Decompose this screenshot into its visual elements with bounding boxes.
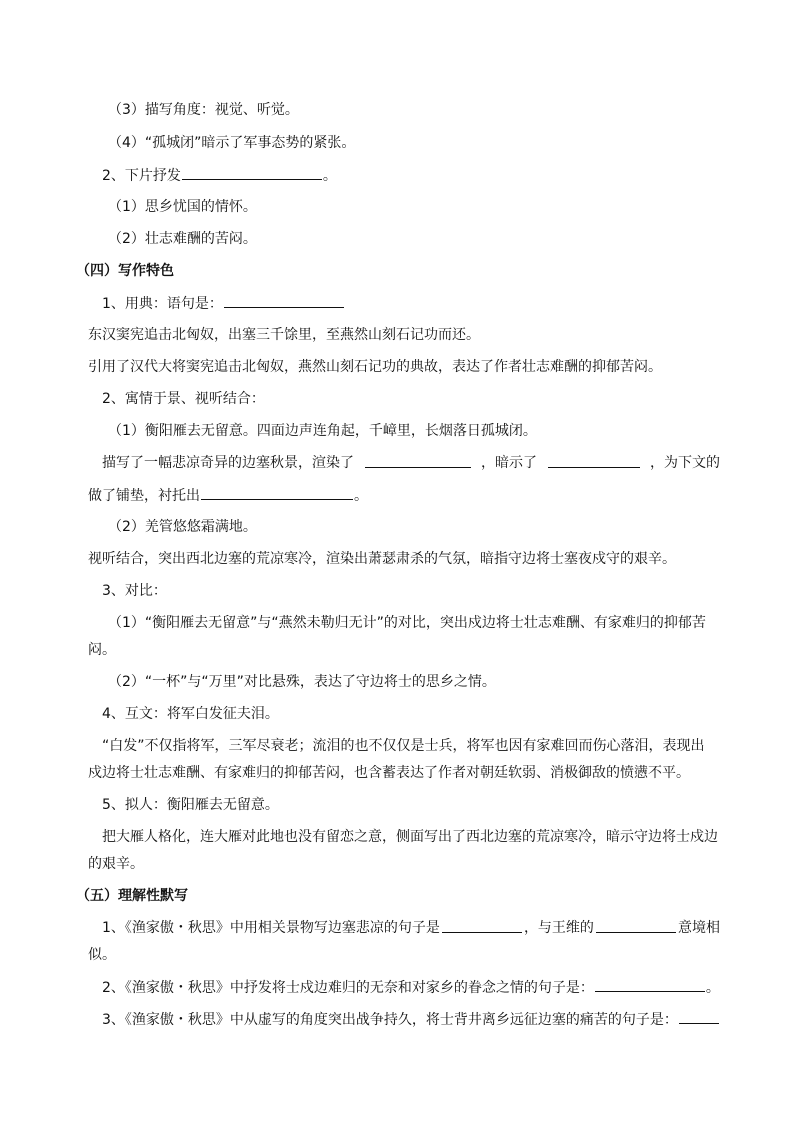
allusion-story: 东汉窦宪追击北匈奴，出塞三千馀里，至燕然山刻石记功而还。 <box>88 327 480 343</box>
blank-field[interactable] <box>365 453 471 468</box>
personification-explanation: 把大雁人格化，连大雁对此地也没有留恋之意，侧面写出了西北边塞的荒凉寒冷，暗示守边将士戍边 <box>102 829 718 845</box>
question-1 <box>102 918 720 938</box>
text-segment: ，暗示了 <box>481 455 537 471</box>
text-segment: ，与王维的 <box>523 920 594 936</box>
punct: 。 <box>354 488 368 504</box>
contrast-1-cont: 闷。 <box>88 642 116 658</box>
blank-field[interactable] <box>224 293 344 308</box>
blank-field[interactable] <box>548 453 640 468</box>
scenery-quote: （1）衡阳雁去无留意。四面边声连角起，千嶂里，长烟落日孤城闭。 <box>108 423 537 439</box>
item-2-second-half <box>102 165 337 186</box>
flute-quote: （2）羌管悠悠霜满地。 <box>108 519 257 535</box>
item-2-scenery: 2、寓情于景、视听结合： <box>102 391 265 407</box>
question-1-cont: 似。 <box>88 947 116 963</box>
question-2 <box>102 977 720 998</box>
contrast-2: （2）“一杯”与“万里”对比悬殊，表达了守边将士的思乡之情。 <box>108 674 496 690</box>
section-5-heading: （五）理解性默写 <box>76 888 188 904</box>
scenery-fill-line-2 <box>88 485 368 506</box>
flute-explanation: 视听结合，突出西北边塞的荒凉寒冷，渲染出萧瑟肃杀的气氛，暗指守边将士塞夜戍守的艰辛。 <box>88 551 676 567</box>
punct: 。 <box>705 980 720 996</box>
blank-field[interactable] <box>679 1009 719 1024</box>
item-1-homesick: （1）思乡忧国的情怀。 <box>108 199 257 215</box>
text-segment: 3、《渔家傲・秋思》中从虚写的角度突出战争持久，将士背井离乡远征边塞的痛苦的句子是： <box>102 1012 678 1028</box>
item-5-personification: 5、拟人：衡阳雁去无留意。 <box>102 797 279 813</box>
question-3 <box>102 1009 720 1030</box>
blank-field[interactable] <box>182 165 322 180</box>
item-3-perspective: （3）描写角度：视觉、听觉。 <box>108 102 299 118</box>
text-segment: 意境相 <box>677 920 720 936</box>
blank-field[interactable] <box>595 977 705 992</box>
blank-field[interactable] <box>596 918 676 933</box>
item-2-frustration: （2）壮志难酬的苦闷。 <box>108 231 257 247</box>
allusion-explanation: 引用了汉代大将窦宪追击北匈奴，燕然山刻石记功的典故，表达了作者壮志难酬的抑郁苦闷。 <box>88 359 662 375</box>
item-4-lonely-city: （4）“孤城闭”暗示了军事态势的紧张。 <box>108 135 356 151</box>
text-segment: 1、《渔家傲・秋思》中用相关景物写边塞悲凉的句子是 <box>102 920 440 936</box>
item-3-contrast: 3、对比： <box>102 583 167 599</box>
allusion-label: 1、用典：语句是： <box>102 296 223 312</box>
item-2-label: 2、下片抒发 <box>102 168 181 184</box>
personification-explanation-cont: 的艰辛。 <box>88 856 144 872</box>
text-segment: 做了铺垫，衬托出 <box>88 488 200 504</box>
punct: 。 <box>322 168 337 184</box>
allusion-line <box>102 293 345 314</box>
scenery-fill-line <box>102 453 720 473</box>
section-4-heading: （四）写作特色 <box>76 263 174 279</box>
contrast-1: （1）“衡阳雁去无留意”与“燕然未勒归无计”的对比，突出戍边将士壮志难酬、有家难归的抑郁苦 <box>108 615 706 631</box>
blank-field[interactable] <box>201 485 353 500</box>
text-segment: 描写了一幅悲凉奇异的边塞秋景，渲染了 <box>102 455 354 471</box>
item-4-intertext: 4、互文：将军白发征夫泪。 <box>102 706 279 722</box>
intertext-explanation: “白发”不仅指将军，三军尽衰老；流泪的也不仅仅是士兵，将军也因有家难回而伤心落泪，表现出 <box>102 738 705 754</box>
text-segment: ，为下文的 <box>650 455 720 471</box>
intertext-explanation-cont: 戍边将士壮志难酬、有家难归的抑郁苦闷，也含蓄表达了作者对朝廷软弱、消极御敌的愤懑不平。 <box>88 765 690 781</box>
text-segment: 2、《渔家傲・秋思》中抒发将士戍边难归的无奈和对家乡的眷念之情的句子是： <box>102 980 594 996</box>
blank-field[interactable] <box>442 918 522 933</box>
